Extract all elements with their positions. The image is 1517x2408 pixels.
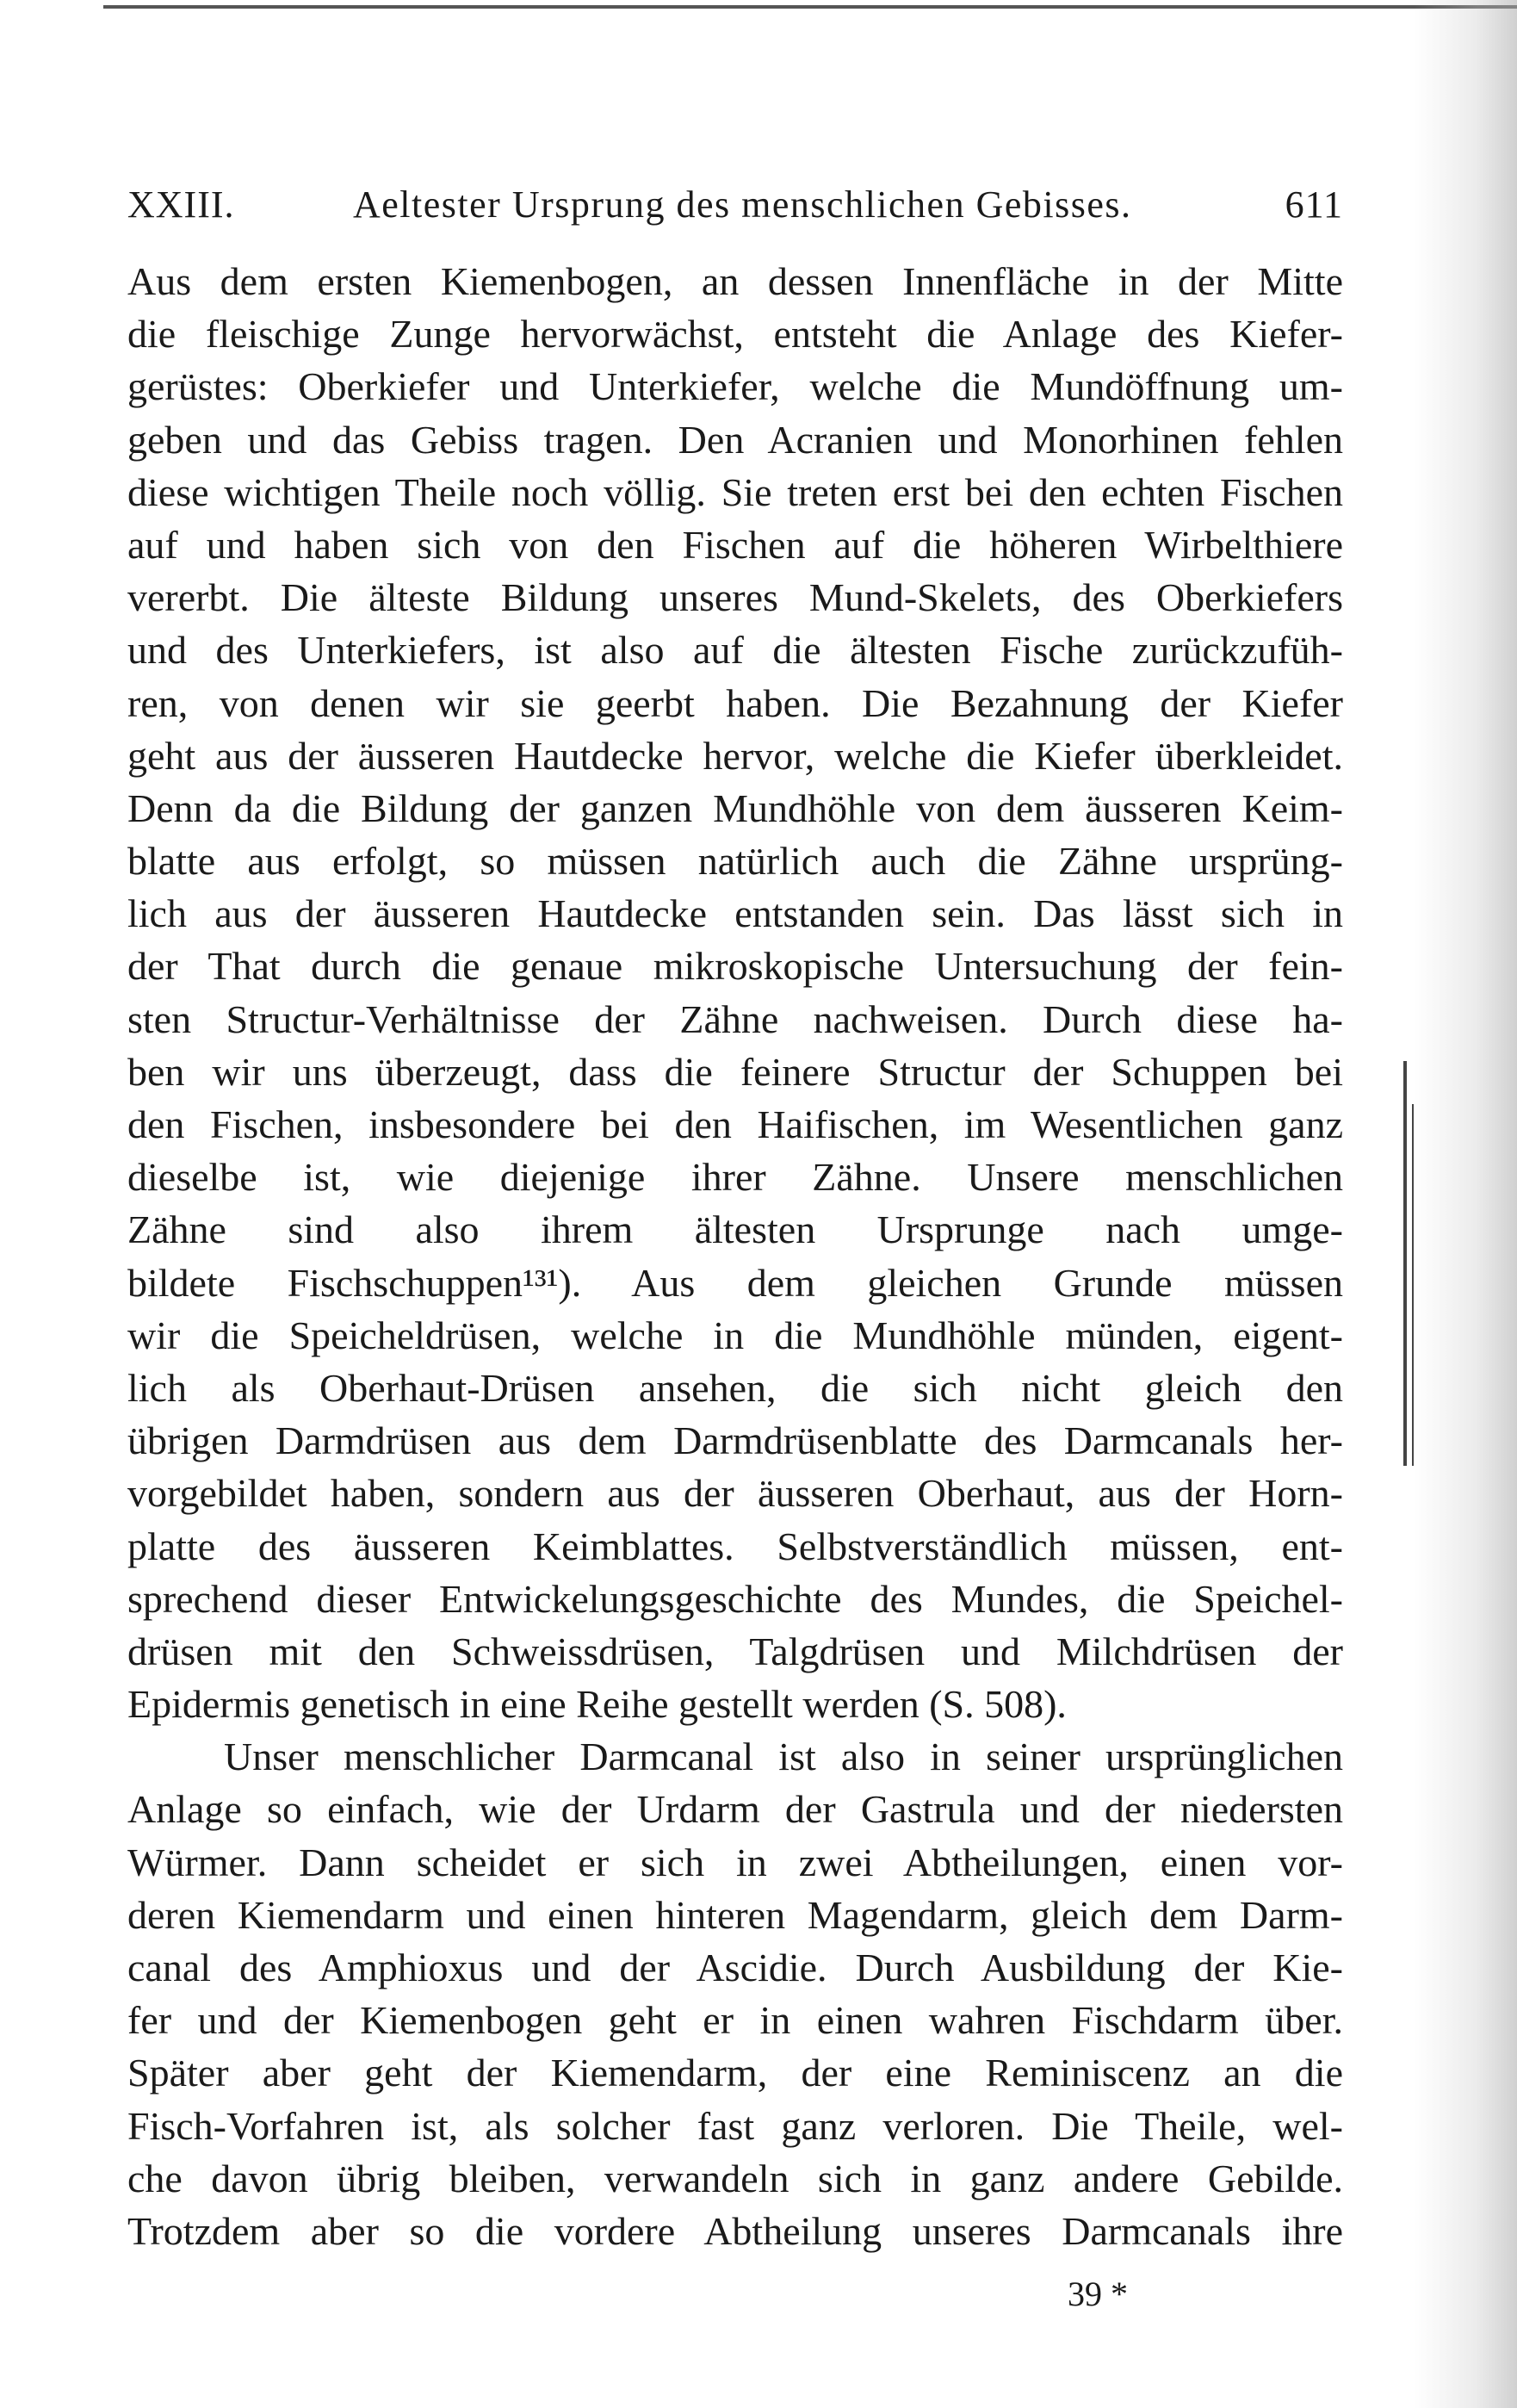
text-line: Fisch-Vorfahren ist, als solcher fast ganz verloren. Die Theile, wel-	[127, 2103, 1343, 2148]
text-line: und des Unterkiefers, ist also auf die ältesten Fische zurückzufüh-	[127, 628, 1343, 673]
text-line: fer und der Kiemenbogen geht er in einen wahren Fischdarm über.	[127, 1998, 1343, 2043]
text-line: drüsen mit den Schweissdrüsen, Talgdrüsen und Milchdrüsen der	[127, 1629, 1343, 1673]
text-line: platte des äusseren Keimblattes. Selbstverständlich müssen, ent-	[127, 1524, 1343, 1568]
text-line: lich aus der äusseren Hautdecke entstanden sein. Das lässt sich in	[127, 891, 1343, 936]
page-edge-shadow	[1414, 0, 1517, 2408]
text-line: vorgebildet haben, sondern aus der äusseren Oberhaut, aus der Horn-	[127, 1471, 1343, 1516]
text-line: Denn da die Bildung der ganzen Mundhöhle von dem äusseren Keim-	[127, 785, 1343, 830]
text-line: übrigen Darmdrüsen aus dem Darmdrüsenblatte des Darmcanals her-	[127, 1418, 1343, 1463]
text-line: Unser menschlicher Darmcanal ist also in seiner ursprünglichen	[224, 1735, 1343, 1779]
text-line: die fleischige Zunge hervorwächst, entsteht die Anlage des Kiefer-	[127, 312, 1343, 357]
text-line: Epidermis genetisch in eine Reihe gestellt werden (S. 508).	[127, 1682, 1067, 1727]
text-line: der That durch die genaue mikroskopische Untersuchung der fein-	[127, 944, 1343, 989]
text-line: blatte aus erfolgt, so müssen natürlich auch die Zähne ursprüng-	[127, 839, 1343, 884]
text-line: Aus dem ersten Kiemenbogen, an dessen Innenfläche in der Mitte	[127, 259, 1343, 303]
text-line: diese wichtigen Theile noch völlig. Sie treten erst bei den echten Fischen	[127, 469, 1343, 514]
text-line: wir die Speicheldrüsen, welche in die Mundhöhle münden, eigent-	[127, 1313, 1343, 1357]
text-line: che davon übrig bleiben, verwandeln sich in ganz andere Gebilde.	[127, 2156, 1343, 2200]
text-line: Würmer. Dann scheidet er sich in zwei Abtheilungen, einen vor-	[127, 1840, 1343, 1884]
page-top-edge	[103, 5, 1517, 9]
running-title: Aeltester Ursprung des menschlichen Gebisses.	[353, 183, 1132, 226]
text-line: lich als Oberhaut-Drüsen ansehen, die sich nicht gleich den	[127, 1365, 1343, 1410]
text-line: sten Structur-Verhältnisse der Zähne nachweisen. Durch diese ha-	[127, 996, 1343, 1041]
text-line: Später aber geht der Kiemendarm, der eine Reminiscenz an die	[127, 2051, 1343, 2095]
text-line: gerüstes: Oberkiefer und Unterkiefer, welche die Mundöffnung um-	[127, 364, 1343, 409]
text-line: Anlage so einfach, wie der Urdarm der Gastrula und der niedersten	[127, 1787, 1343, 1832]
text-line: ben wir uns überzeugt, dass die feinere Structur der Schuppen bei	[127, 1049, 1343, 1094]
running-header	[127, 183, 1343, 234]
text-line: deren Kiemendarm und einen hinteren Magendarm, gleich dem Darm-	[127, 1892, 1343, 1937]
text-line: Trotzdem aber so die vordere Abtheilung unseres Darmcanals ihre	[127, 2208, 1343, 2253]
margin-mark	[1403, 1061, 1407, 1466]
body-text	[127, 255, 1343, 2257]
chapter-number: XXIII.	[127, 183, 235, 226]
text-line: auf und haben sich von den Fischen auf die höheren Wirbelthiere	[127, 522, 1343, 567]
text-line: dieselbe ist, wie diejenige ihrer Zähne. Unsere menschlichen	[127, 1155, 1343, 1200]
text-line: geben und das Gebiss tragen. Den Acranien und Monorhinen fehlen	[127, 417, 1343, 462]
text-line: ren, von denen wir sie geerbt haben. Die Bezahnung der Kiefer	[127, 680, 1343, 725]
text-line: canal des Amphioxus und der Ascidie. Durch Ausbildung der Kie-	[127, 1946, 1343, 1989]
text-line: geht aus der äusseren Hautdecke hervor, welche die Kiefer überkleidet.	[127, 733, 1343, 778]
margin-mark	[1412, 1104, 1414, 1466]
text-line: sprechend dieser Entwickelungsgeschichte des Mundes, die Speichel-	[127, 1576, 1343, 1621]
text-line: vererbt. Die älteste Bildung unseres Mund-Skelets, des Oberkiefers	[127, 575, 1343, 620]
page-number: 611	[1285, 183, 1343, 226]
text-line: bildete Fischschuppen¹³¹). Aus dem gleichen Grunde müssen	[127, 1260, 1343, 1305]
sheet-signature: 39 *	[1068, 2275, 1128, 2313]
text-line: Zähne sind also ihrem ältesten Ursprunge nach umge-	[127, 1207, 1343, 1252]
text-line: den Fischen, insbesondere bei den Haifischen, im Wesentlichen ganz	[127, 1102, 1343, 1146]
